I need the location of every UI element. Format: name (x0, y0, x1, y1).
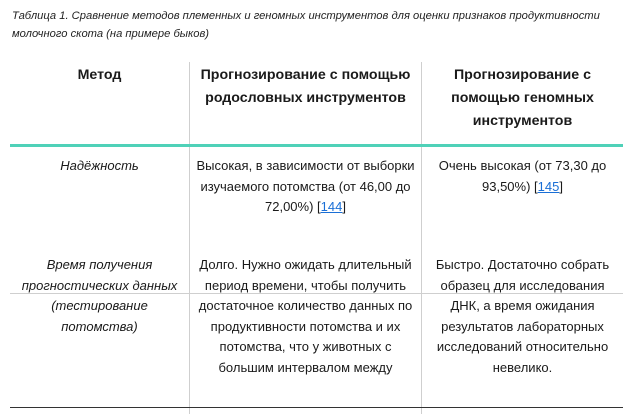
comparison-table (10, 62, 623, 414)
cell-genomic-time: Быстро. Достаточно собрать образец для исследования ДНК, а время ожидания результатов лабораторных исследований относительно невелико. (435, 257, 610, 375)
cell-pedigree-time: Долго. Нужно ожидать длительный период времени, чтобы получить достаточное количество данных по продуктивности потомства и их потомства, что у животных с большим интервалом между (198, 257, 413, 375)
cell-genomic-reliability (422, 156, 623, 197)
reference-link-144[interactable]: 144 (320, 199, 343, 214)
row-label-time: Время получения прогностических данных (тестирование потомства) (21, 257, 178, 334)
cell-text-tail: ] (342, 199, 346, 214)
header-pedigree: Прогнозирование с помощью родословных инструментов (200, 67, 411, 106)
header-genomic: Прогнозирование с помощью геномных инструментов (451, 67, 594, 129)
cell-text: Очень высокая (от 73,30 до 93,50%) [ (438, 158, 607, 194)
cell-pedigree-reliability (190, 156, 421, 218)
row-label-reliability: Надёжность (60, 158, 139, 173)
reference-link-145[interactable]: 145 (537, 178, 560, 194)
header-method: Метод (77, 67, 122, 83)
table-caption: Таблица 1. Сравнение методов племенных и геномных инструментов для оценки признаков продуктивности молочного скота (на примере быков) (12, 10, 600, 40)
cell-text-tail: ] (559, 178, 563, 194)
cell-text: Высокая, в зависимости от выборки изучаемого потомства (от 46,00 до 72,00%) [ (196, 158, 415, 214)
table-bottom-border (10, 407, 623, 408)
header-accent-line (10, 144, 623, 147)
